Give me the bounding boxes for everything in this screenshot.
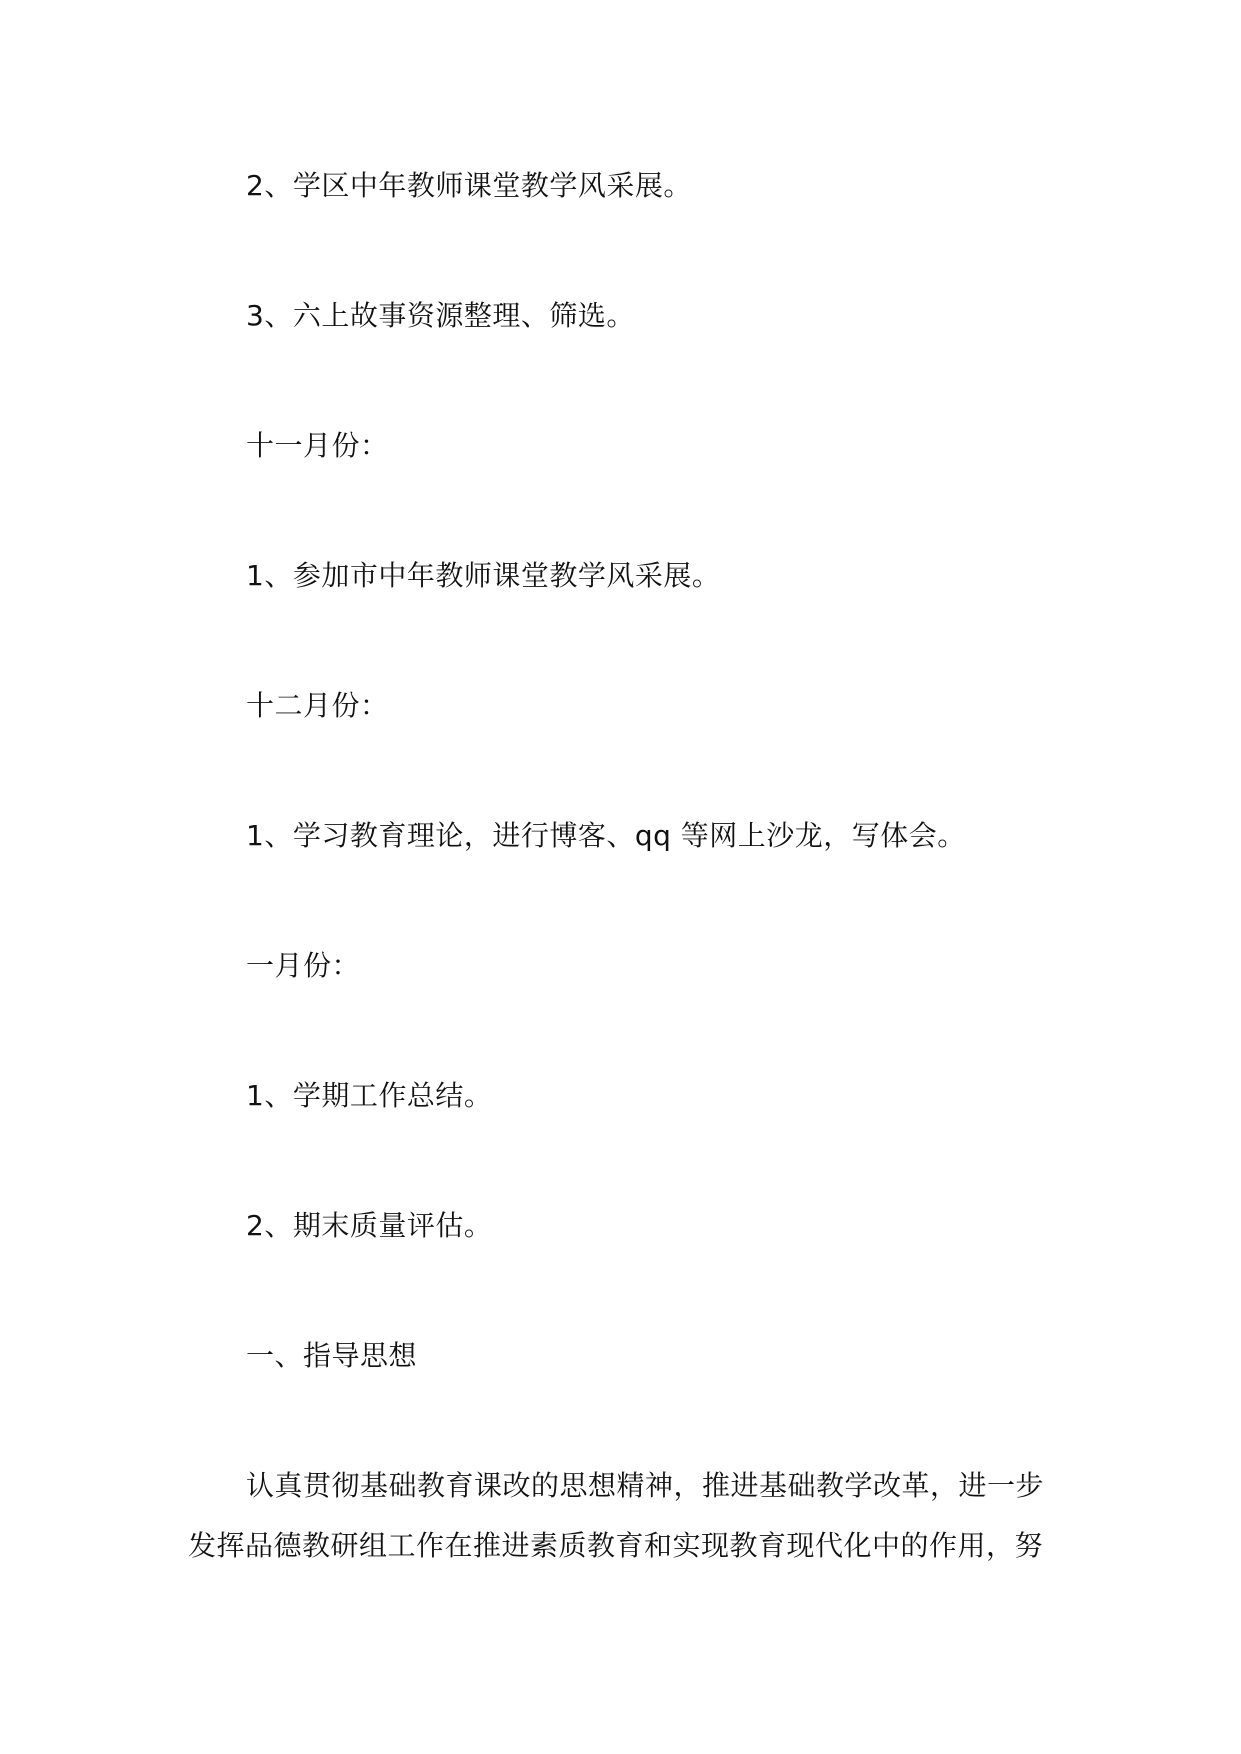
month-heading-december: 十二月份：	[246, 689, 389, 722]
paragraph-line-1: 认真贯彻基础教育课改的思想精神，推进基础教学改革，进一步	[246, 1469, 1045, 1502]
section-heading-guiding-ideology: 一、指导思想	[246, 1339, 418, 1372]
plan-item-theory-study: 1、学习教育理论，进行博客、qq 等网上沙龙，写体会。	[246, 819, 966, 852]
plan-item-quality-assessment: 2、期末质量评估。	[246, 1209, 493, 1242]
plan-item-district-showcase: 2、学区中年教师课堂教学风采展。	[246, 169, 692, 202]
plan-item-city-showcase: 1、参加市中年教师课堂教学风采展。	[246, 559, 721, 592]
month-heading-november: 十一月份：	[246, 429, 389, 462]
month-heading-january: 一月份：	[246, 949, 361, 982]
plan-item-term-summary: 1、学期工作总结。	[246, 1079, 493, 1112]
plan-item-story-resources: 3、六上故事资源整理、筛选。	[246, 299, 635, 332]
paragraph-line-2: 发挥品德教研组工作在推进素质教育和实现教育现代化中的作用，努	[188, 1529, 1044, 1562]
